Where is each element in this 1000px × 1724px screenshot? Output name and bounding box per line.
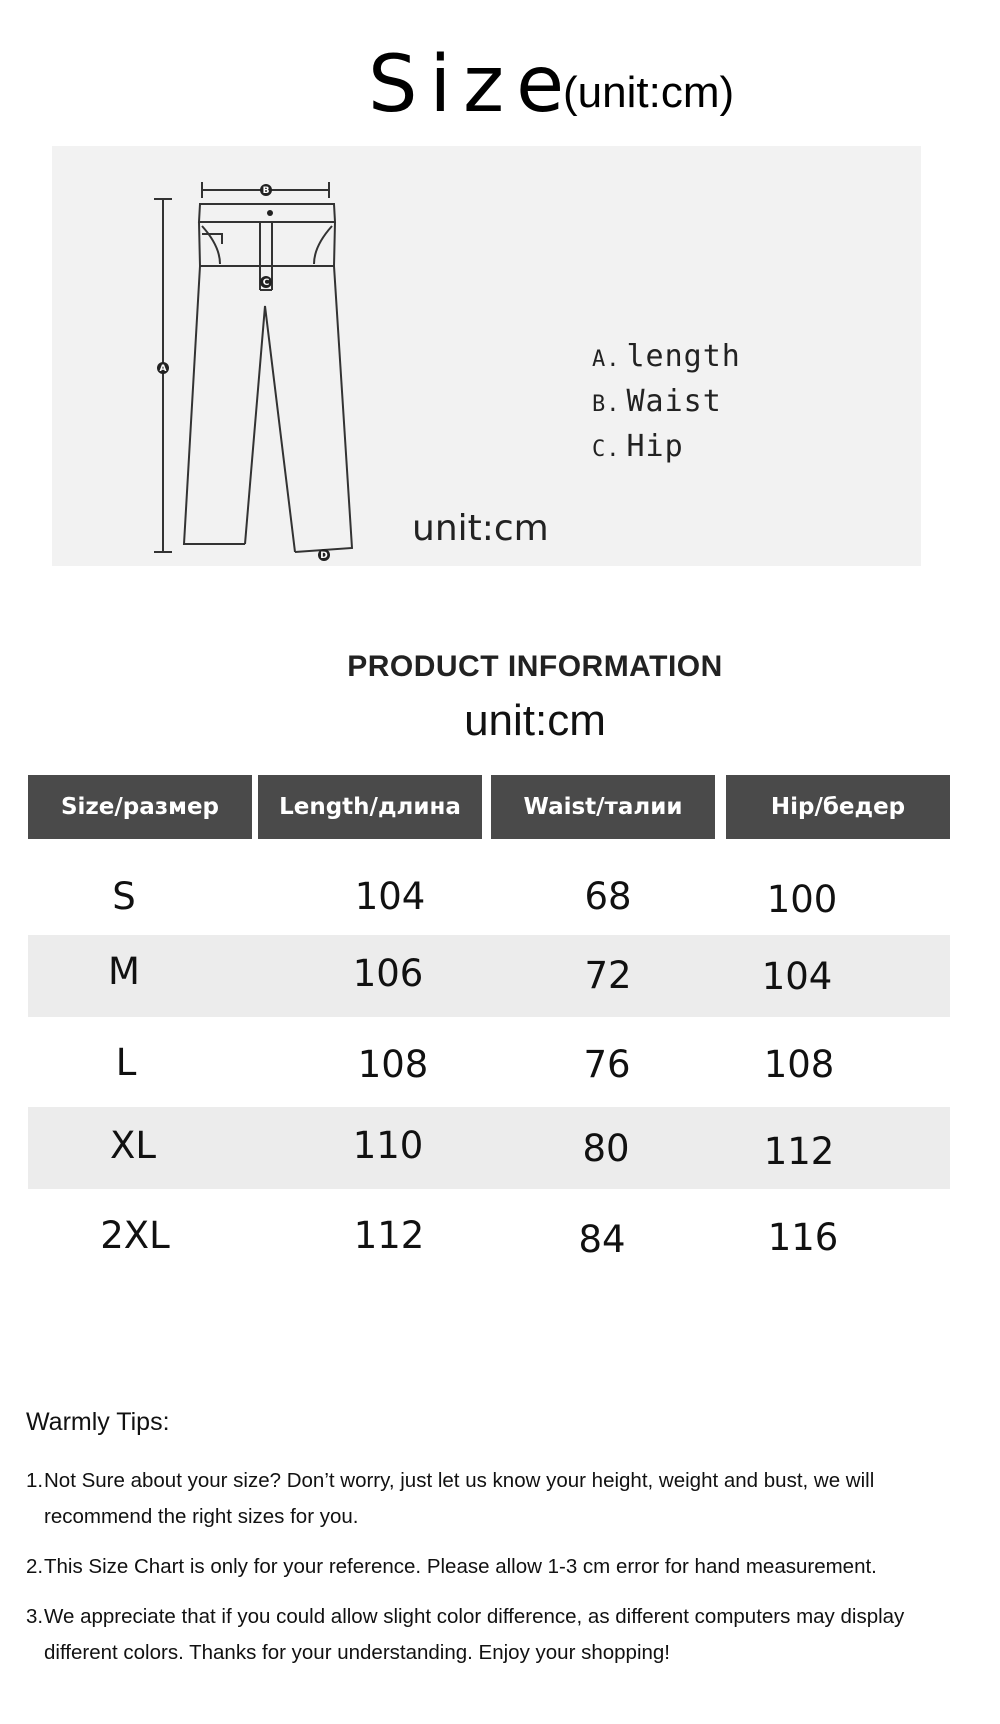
cell-length: 104	[354, 875, 426, 918]
point-label-a: A	[159, 364, 167, 374]
cell-waist: 72	[584, 954, 632, 997]
cell-hip: 108	[763, 1043, 835, 1086]
tip-text: Not Sure about your size? Don’t worry, just let us know your height, weight and bust, we will recommend the right sizes for you.	[44, 1469, 875, 1528]
cell-size: S	[112, 875, 136, 918]
cell-length: 106	[352, 952, 424, 995]
cell-waist: 80	[582, 1127, 630, 1170]
measurement-legend	[592, 336, 741, 471]
tip-item	[26, 1599, 976, 1671]
legend-letter: B.	[592, 392, 621, 417]
legend-item-length	[592, 336, 741, 381]
page-title: Size	[368, 40, 577, 130]
legend-label: Waist	[626, 384, 722, 419]
point-label-b: B	[262, 186, 270, 196]
warmly-tips	[26, 1408, 976, 1685]
column-header-length: Length/длина	[258, 775, 482, 839]
cell-hip: 112	[763, 1130, 835, 1173]
tip-number: 3.	[26, 1605, 44, 1628]
legend-label: Hip	[626, 429, 684, 464]
diagram-unit: unit:cm	[412, 508, 549, 549]
measure-points	[157, 184, 330, 561]
column-header-size: Size/размер	[28, 775, 252, 839]
cell-hip: 104	[761, 955, 833, 998]
cell-size: M	[108, 950, 140, 993]
legend-item-hip	[592, 426, 741, 471]
legend-label: length	[626, 339, 741, 374]
pants-diagram	[52, 146, 921, 566]
cell-waist: 84	[578, 1218, 626, 1261]
product-info-heading: PRODUCT INFORMATION	[347, 650, 723, 683]
tip-text: This Size Chart is only for your reference. Please allow 1-3 cm error for hand measurement.	[44, 1555, 877, 1578]
title-unit: (unit:cm)	[563, 68, 735, 117]
column-header-waist: Waist/талии	[491, 775, 715, 839]
cell-length: 108	[357, 1043, 429, 1086]
cell-hip: 116	[767, 1216, 839, 1259]
cell-waist: 68	[584, 875, 632, 918]
tips-heading: Warmly Tips:	[26, 1408, 170, 1436]
cell-length: 110	[352, 1124, 424, 1167]
cell-waist: 76	[583, 1043, 631, 1086]
cell-hip: 100	[766, 878, 838, 921]
column-header-hip: Hip/бедер	[726, 775, 950, 839]
point-label-d: D	[320, 551, 328, 561]
cell-size: XL	[110, 1124, 156, 1167]
point-label-c: C	[262, 278, 270, 288]
cell-length: 112	[353, 1214, 425, 1257]
tip-number: 1.	[26, 1469, 44, 1492]
tip-number: 2.	[26, 1555, 44, 1578]
size-title-row	[0, 40, 1000, 130]
tip-text: We appreciate that if you could allow slight color difference, as different computers may display different colors. Thanks for your understanding. Enjoy your shopping!	[44, 1605, 905, 1664]
legend-letter: A.	[592, 347, 621, 372]
cell-size: 2XL	[100, 1214, 170, 1257]
legend-item-waist	[592, 381, 741, 426]
pants-illustration	[52, 146, 921, 566]
cell-size: L	[115, 1041, 137, 1084]
tip-item	[26, 1549, 976, 1585]
product-info-unit: unit:cm	[464, 696, 606, 745]
tip-item	[26, 1463, 976, 1535]
legend-letter: C.	[592, 437, 621, 462]
